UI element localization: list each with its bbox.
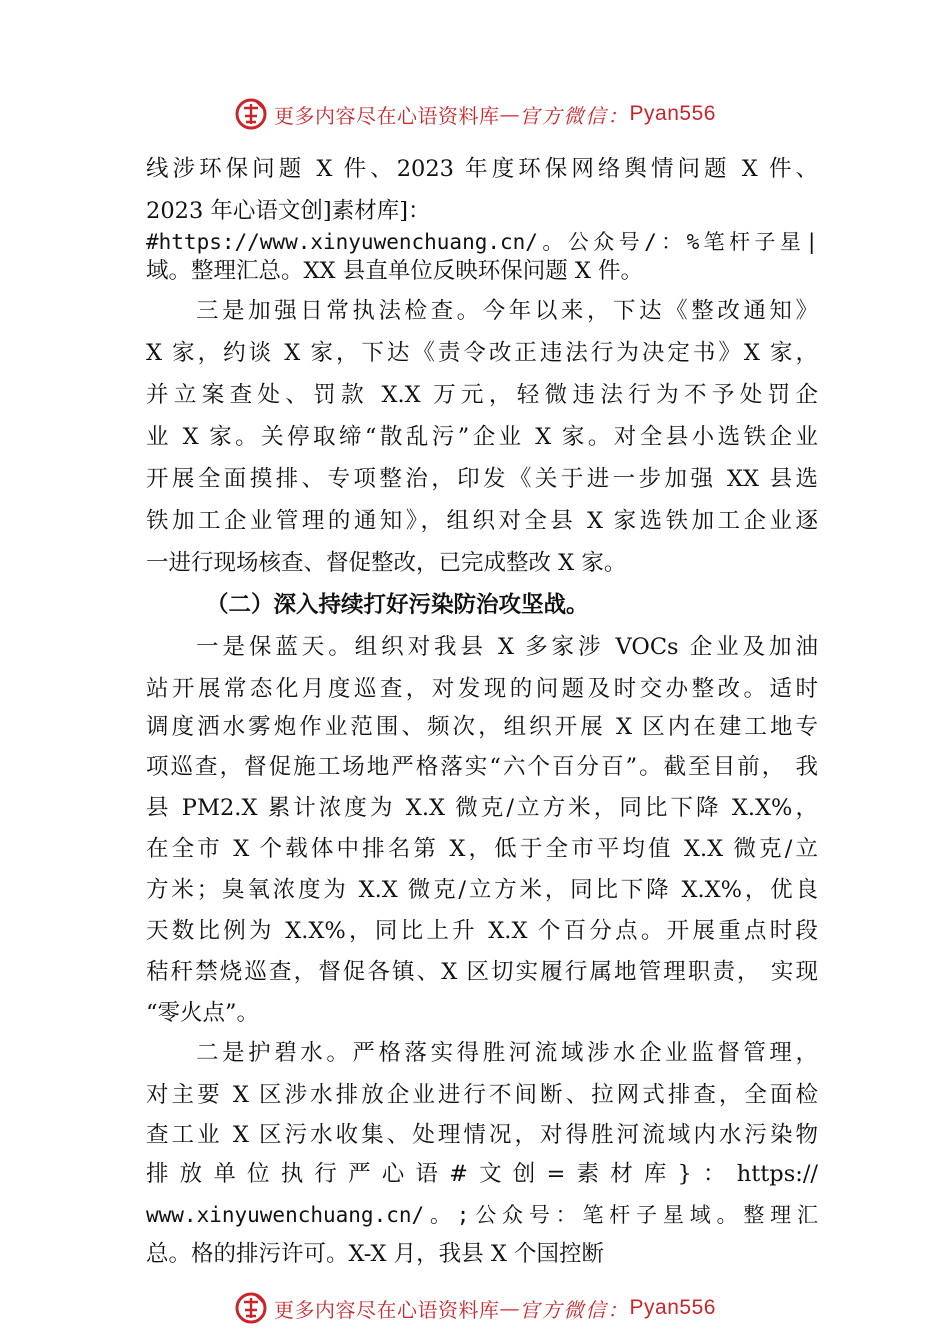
header-banner — [0, 94, 950, 134]
body-line: 县 PM2.X 累计浓度为 X.X 微克/立方米，同比下降 X.X%， — [146, 795, 818, 821]
banner-wechat-id: Pyan556 — [629, 1296, 716, 1319]
body-line: 总。格的排污许可。X-X 月，我县 X 个国控断 — [146, 1241, 605, 1267]
red-chinese-seal-logo-icon — [234, 1291, 268, 1325]
banner-brand-text: 更多内容尽在心语资料库 — [274, 1297, 500, 1322]
body-line: 项巡查，督促施工场地严格落实“六个百分百”。截至目前， 我 — [146, 754, 818, 780]
body-line: 并立案查处、罚款 X.X 万元，轻微违法行为不予处罚企 — [146, 382, 818, 408]
body-line: 业 X 家。关停取缔“散乱污”企业 X 家。对全县小选铁企业 — [146, 424, 818, 450]
body-line: 调度洒水雾炮作业范围、频次，组织开展 X 区内在建工地专 — [146, 714, 818, 740]
body-line: 2023 年心语文创]素材库]： — [146, 198, 431, 224]
body-line: 查工业 X 区污水收集、处理情况，对得胜河流域内水污染物 — [146, 1122, 818, 1148]
banner-brand-text: 更多内容尽在心语资料库 — [274, 103, 500, 128]
body-line: 线涉环保问题 X 件、2023 年度环保网络舆情问题 X 件、 — [146, 156, 818, 182]
body-line: 在全市 X 个载体中排名第 X，低于全市平均值 X.X 微克/立 — [146, 836, 818, 862]
body-line: X 家，约谈 X 家，下达《责令改正违法行为决定书》X 家， — [146, 340, 818, 366]
banner-wechat-label: 官方微信： — [519, 103, 630, 128]
body-line: 站开展常态化月度巡查，对发现的问题及时交办整改。适时 — [146, 676, 818, 702]
body-line: 方米；臭氧浓度为 X.X 微克/立方米，同比下降 X.X%，优良 — [146, 877, 818, 903]
body-line: #https://www.xinyuwenchuang.cn/。公众号/：%笔杆子星| — [146, 230, 818, 254]
body-line: “零火点”。 — [146, 1000, 260, 1026]
banner-separator: — — [499, 102, 520, 126]
body-line: www.xinyuwenchuang.cn/。;公众号：笔杆子星域。整理汇 — [146, 1203, 818, 1227]
paragraph-first-line: 二是护碧水。严格落实得胜河流域涉水企业监督管理， — [196, 1040, 818, 1066]
paragraph-first-line: 三是加强日常执法检查。今年以来，下达《整改通知》 — [196, 298, 818, 324]
body-line: 铁加工企业管理的通知》，组织对全县 X 家选铁加工企业逐 — [146, 508, 818, 534]
body-line: 域。整理汇总。XX 县直单位反映环保问题 X 件。 — [146, 258, 644, 284]
section-heading: （二）深入持续打好污染防治攻坚战。 — [206, 592, 589, 618]
banner-wechat-label: 官方微信： — [519, 1297, 630, 1322]
banner-wechat-id: Pyan556 — [629, 102, 716, 125]
paragraph-first-line: 一是保蓝天。组织对我县 X 多家涉 VOCs 企业及加油 — [196, 634, 818, 660]
banner-separator: — — [499, 1296, 520, 1320]
body-line: 秸秆禁烧巡查，督促各镇、X 区切实履行属地管理职责， 实现 — [146, 959, 818, 985]
body-line: 一进行现场核查、督促整改，已完成整改 X 家。 — [146, 550, 627, 576]
body-line: 排放单位执行严心语#文创=素材库}：https:// — [146, 1161, 818, 1187]
body-line: 天数比例为 X.X%，同比上升 X.X 个百分点。开展重点时段 — [146, 918, 818, 944]
body-line: 对主要 X 区涉水排放企业进行不间断、拉网式排查，全面检 — [146, 1082, 818, 1108]
footer-banner — [0, 1288, 950, 1328]
red-chinese-seal-logo-icon — [234, 97, 268, 131]
body-line: 开展全面摸排、专项整治，印发《关于进一步加强 XX 县选 — [146, 466, 818, 492]
